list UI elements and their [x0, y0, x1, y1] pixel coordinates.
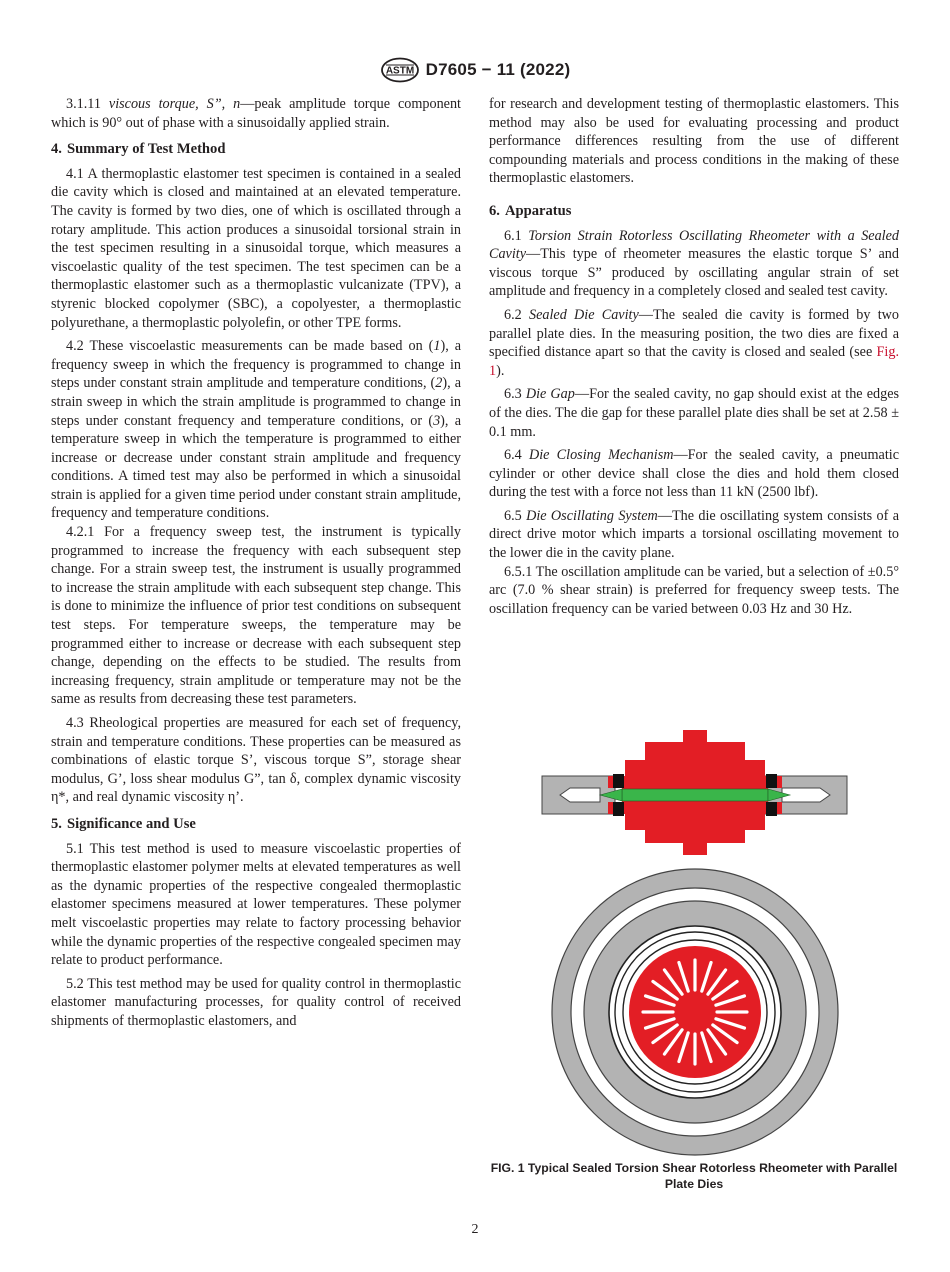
- term: Die Gap: [525, 386, 575, 403]
- para-number: 6.2: [504, 306, 522, 323]
- paragraph-6-4: [489, 446, 899, 502]
- para-text: ), a temperature sweep in which the temperature is programmed to either increase or decrease under constant strain amplitude and frequency conditions. A timed test may also be performed in which a sinusoidal strain is applied for a given time period under constant strain amplitude, frequency and temperature conditions.: [51, 412, 461, 522]
- para-number: 6.1: [504, 227, 522, 244]
- paragraph-4-3: 4.3 Rheological properties are measured for each set of frequency, strain and temperature conditions. These properties can be measured as combinations of elastic torque S’, viscous torque S”, storage shear modulus, G’, loss shear modulus G”, tan δ, complex dynamic viscosity η*, and real dynamic viscosity η’.: [51, 715, 461, 806]
- para-text: —For the sealed cavity, no gap should exist at the edges of the dies. The die gap for these parallel plate dies shall be set at 2.58 ± 0.1 mm.: [489, 386, 900, 440]
- paragraph-5-2: 5.2 This test method may be used for quality control in thermoplastic elastomer manufacturing processes, for quality control of received shipments of thermoplastic elastomers, and: [51, 975, 461, 1029]
- paragraph-6-1: [489, 227, 899, 301]
- astm-logo-icon: [380, 57, 420, 83]
- para-text: —peak amplitude torque component which is 90° out of phase with a sinusoidally applied strain.: [51, 96, 462, 131]
- document-designation: D7605 − 11 (2022): [425, 60, 571, 79]
- paragraph-6-5: [489, 507, 899, 563]
- para-number: 6.4: [504, 447, 522, 464]
- item-number: 2: [435, 375, 443, 392]
- die-plan-view: [552, 869, 838, 1155]
- right-column: [489, 95, 899, 623]
- section-number: 6.: [489, 202, 500, 219]
- item-number: 3: [433, 412, 441, 429]
- section-title: Apparatus: [504, 202, 572, 219]
- paragraph-4-2: [51, 337, 461, 523]
- svg-text:ASTM: ASTM: [385, 65, 414, 77]
- paragraph-4-1: 4.1 A thermoplastic elastomer test specimen is contained in a sealed die cavity which is closed and maintained at an elevated temperature. The cavity is formed by two dies, one of which is oscillated through a rotary amplitude. This action produces a sinusoidal torsional strain in the test specimen resulting in a sinusoidal torque, which measures a viscoelastic quality of the test specimen. The test specimen can be a thermoplastic elastomer such as a thermoplastic vulcanizate (TPV), a styrenic blocked copolymer (SBC), a copolyester, a thermoplastic polyurethane, a thermoplastic polyolefin, or other TPE forms.: [51, 165, 461, 331]
- upper-die: [608, 730, 782, 792]
- paragraph-5-1: 5.1 This test method is used to measure viscoelastic properties of thermoplastic elastomer polymer melts at elevated temperatures as well as the dynamic properties of the respective congealed thermoplastic elastomer specimens measured at lower temperatures. These polymer melt viscoelastic properties may relate to factory processing behavior while the dynamic properties of the respective congealed specimen may relate to product performance.: [51, 840, 461, 969]
- section-heading-6: [489, 202, 899, 221]
- test-specimen: [622, 789, 768, 801]
- figure-1-caption: FIG. 1 Typical Sealed Torsion Shear Rotorless Rheometer with Parallel Plate Dies: [490, 1161, 898, 1191]
- para-text: ), a frequency sweep in which the frequency is programmed to change in steps under constant strain amplitude and temperature conditions, (: [51, 338, 461, 392]
- seal-upper-left: [613, 774, 624, 788]
- para-number: 6.5: [504, 507, 522, 524]
- seal-upper-right: [766, 774, 777, 788]
- seal-lower-left: [613, 802, 624, 816]
- term: viscous torque, S”, n: [108, 96, 241, 112]
- paragraph-4-2-1: 4.2.1 For a frequency sweep test, the instrument is typically programmed to increase the frequency with each subsequent step change. For a strain sweep test, the instrument is usually programmed to increase the strain amplitude with each subsequent step change. This is done to minimize the influence of prior test conditions on subsequent test steps. For temperature sweeps, the temperature may be programmed either to increase or decrease with each subsequent step change, depending on the effects to be studied. The results from increasing frequency, strain amplitude or temperature may not be the same as results from decreasing these test parameters.: [51, 524, 461, 708]
- item-number: 1: [433, 338, 441, 355]
- section-heading-5: [51, 815, 461, 834]
- para-text: —For the sealed cavity, a pneumatic cylinder or other device shall close the dies and hold them closed during the test with a force not less than 11 kN (2500 lbf).: [489, 447, 900, 501]
- para-text: ), a strain sweep in which the strain amplitude is programmed to change in steps under constant frequency and temperature conditions, or (: [51, 375, 461, 429]
- para-text: ).: [496, 362, 505, 379]
- section-heading-4: [51, 140, 461, 159]
- figure-1-rheometer-diagram: [520, 730, 870, 1160]
- para-text: 4.2 These viscoelastic measurements can be made based on (: [66, 338, 434, 355]
- paragraph-5-2-continued: for research and development testing of thermoplastic elastomers. This method may also be used for evaluating processing and product performance differences resulting from the use of different compounding materials and process conditions in the making of these thermoplastic elastomers.: [489, 96, 899, 187]
- paragraph-3-1-11: [51, 95, 461, 132]
- para-text: —The sealed die cavity is formed by two parallel plate dies. In the measuring position, the two dies are fixed a specified distance apart so that the cavity is closed and sealed (see: [489, 306, 900, 361]
- page-number: 2: [471, 1222, 479, 1237]
- term: Die Oscillating System: [526, 507, 658, 524]
- paragraph-6-5-1: 6.5.1 The oscillation amplitude can be varied, but a selection of ±0.5° arc (7.0 % shear strain) is preferred for frequency sweep tests. The oscillation frequency can be varied between 0.03 Hz and 30 Hz.: [489, 563, 899, 617]
- section-title: Summary of Test Method: [66, 141, 226, 158]
- lower-die: [608, 798, 782, 855]
- para-number: 3.1.11: [66, 96, 101, 112]
- para-text: —This type of rheometer measures the elastic torque S’ and viscous torque S” produced by oscillating angular strain of set amplitude and frequency in a completely closed and sealed test cavity.: [489, 246, 899, 300]
- paragraph-6-3: [489, 385, 899, 441]
- term: Torsion Strain Rotorless Oscillating Rheometer with a Sealed Cavity: [489, 227, 900, 263]
- die-cross-section: [542, 730, 847, 855]
- left-column: [51, 95, 461, 1036]
- term: Die Closing Mechanism: [528, 447, 674, 464]
- seal-lower-right: [766, 802, 777, 816]
- paragraph-6-2: [489, 306, 899, 380]
- para-text: —The die oscillating system consists of a direct drive motor which imparts a torsional oscillating movement to the lower die in the cavity plane.: [489, 507, 900, 562]
- section-number: 4.: [51, 141, 62, 158]
- section-number: 5.: [51, 815, 62, 832]
- page-header: [0, 56, 950, 84]
- figure-1-link[interactable]: Fig. 1: [489, 344, 899, 379]
- para-number: 6.3: [504, 386, 522, 403]
- section-title: Significance and Use: [66, 815, 196, 832]
- term: Sealed Die Cavity: [528, 306, 639, 323]
